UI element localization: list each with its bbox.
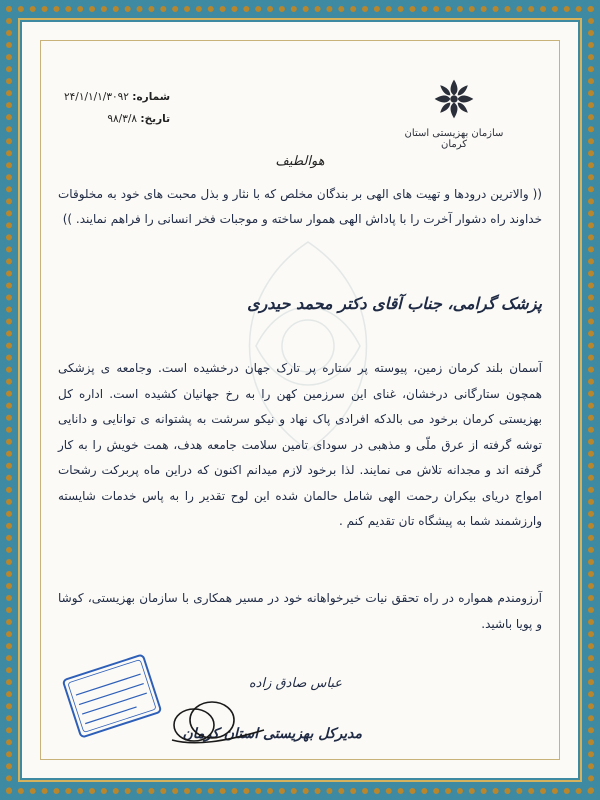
letter-number-row (64, 86, 170, 108)
opening-paragraph: (( والاترین درودها و تهیت های الهی بر بندگان مخلص که با نثار و بذل محبت های خود به مخلوقات خداوند راه دشوار آخرت را با پاداش الهی هموار ساخته و موجبات فخر انسانی را فراهم نمایند. )) (58, 187, 542, 226)
letter-date-label: تاریخ: (140, 113, 171, 125)
organization-header (394, 76, 514, 150)
handwritten-signature (164, 690, 274, 750)
invocation: هوالطیف (275, 154, 325, 169)
letter-meta (64, 86, 170, 130)
addressee: پزشک گرامی، جناب آقای دکتر محمد حیدری (247, 294, 542, 313)
signer-name: عباس صادق زاده (248, 676, 342, 691)
signer-title: مدیرکل بهزیستی استان کرمان (182, 726, 362, 742)
letter-body (58, 56, 542, 744)
organization-name: سازمان بهزیستی استان کرمان (404, 128, 504, 150)
letter-date-row (64, 108, 170, 130)
official-stamp (52, 636, 172, 756)
organization-logo-icon (431, 76, 477, 122)
closing-paragraph: آرزومندم همواره در راه تحقق نیات خیرخواهانه خود در مسیر همکاری با سازمان بهزیستی، کوشا و پویا باشید. (58, 591, 542, 631)
body-paragraph: آسمان بلند کرمان زمین، پیوسته پر ستاره پر تارک جهان درخشیده است. وجامعه ی پزشکی همچون ستارگانی درخشان، غنای این سرزمین کهن را به رخ جهانیان کشیده است. اداره کل بهزیستی کرمان برخود می بالدکه افرادی پاک نهاد و نیکو سرشت به پشتوانه ی توانایی و دانایی توشه گرفته از عرق ملّی و مذهبی در سودای تامین سلامت جامعه هدف، همت خویش را به کار گرفته اند و مجدانه تلاش می نمایند. لذا برخود لازم میدانم اکنون که دراین ماه پربرکت رشحات امواج دریای بیکران رحمت الهی شامل حالمان شده این لوح تقدیر را به پاس خدمات شایسته وارزشمند شما به پیشگاه تان تقدیم کنم . (58, 361, 542, 528)
letter-number-label: شماره: (132, 91, 171, 103)
letter-date-value: ۹۸/۳/۸ (107, 113, 138, 125)
letter-number-value: ۲۴/۱/۱/۱/۳۰۹۲ (64, 91, 129, 103)
